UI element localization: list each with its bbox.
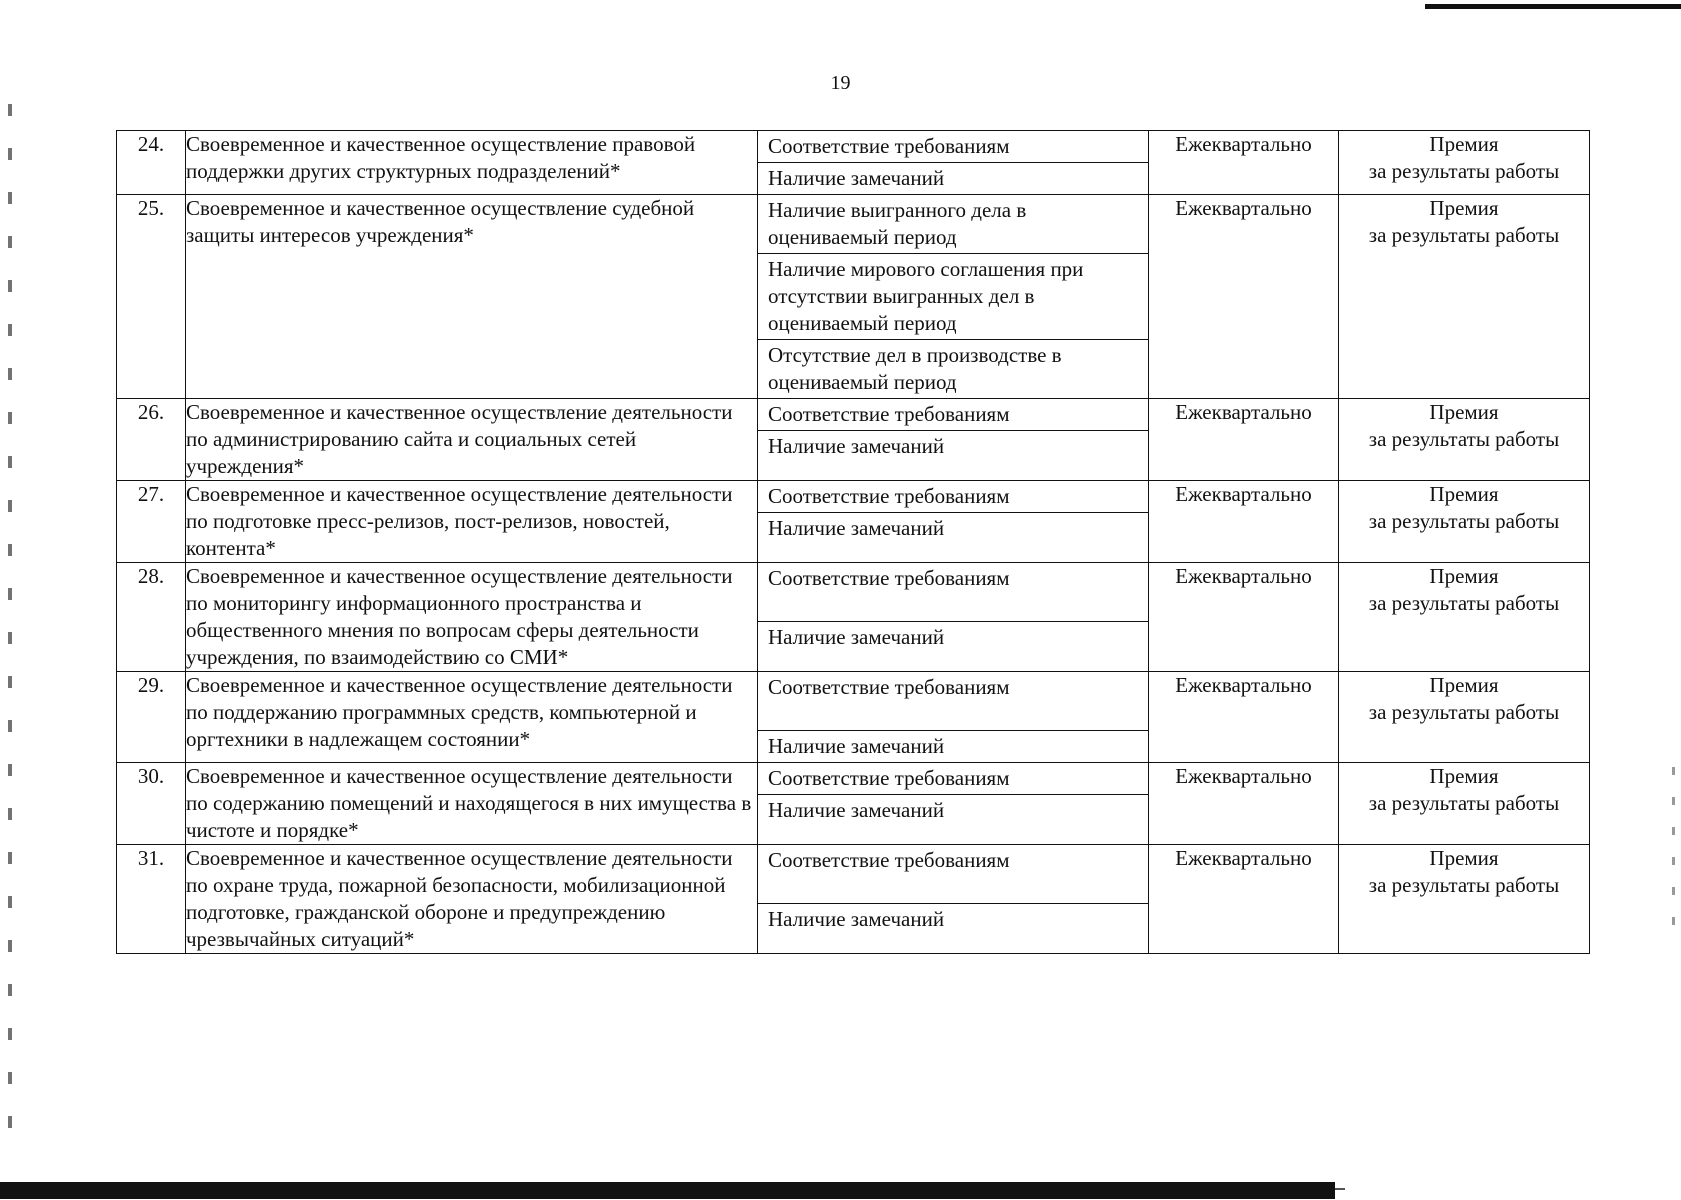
row-number: 24.	[117, 131, 186, 195]
table-row	[117, 195, 1590, 399]
criterion: Наличие замечаний	[768, 907, 945, 931]
row-description: Своевременное и качественное осуществление деятельности по поддержанию программных средств, компьютерной и оргтехники в надлежащем состоянии*	[186, 672, 758, 763]
reward-title: Премия	[1429, 482, 1499, 506]
frequency: Ежеквартально	[1149, 672, 1339, 763]
table-row	[117, 672, 1590, 763]
top-border-rule	[1425, 4, 1681, 9]
reward-cell	[1339, 563, 1590, 672]
criterion: Наличие замечаний	[768, 516, 945, 540]
criterion: Соответствие требованиям	[758, 563, 1148, 622]
reward-subtitle: за результаты работы	[1368, 591, 1560, 615]
row-description: Своевременное и качественное осуществление судебной защиты интересов учреждения*	[186, 195, 758, 399]
criterion: Наличие замечаний	[768, 166, 945, 190]
criteria-cell	[758, 672, 1149, 763]
table-row	[117, 563, 1590, 672]
reward-subtitle: за результаты работы	[1368, 509, 1560, 533]
criteria-cell	[758, 481, 1149, 563]
criterion: Отсутствие дел в производстве в оцениваемый период	[768, 343, 1062, 394]
reward-subtitle: за результаты работы	[1368, 700, 1560, 724]
row-number: 29.	[117, 672, 186, 763]
frequency: Ежеквартально	[1149, 481, 1339, 563]
frequency: Ежеквартально	[1149, 563, 1339, 672]
criteria-cell	[758, 399, 1149, 481]
row-description: Своевременное и качественное осуществление деятельности по подготовке пресс-релизов, пост-релизов, новостей, контента*	[186, 481, 758, 563]
criterion: Наличие замечаний	[768, 734, 945, 758]
criteria-table	[116, 130, 1590, 954]
reward-subtitle: за результаты работы	[1368, 427, 1560, 451]
bottom-scan-border	[0, 1182, 1335, 1199]
reward-cell	[1339, 195, 1590, 399]
row-number: 26.	[117, 399, 186, 481]
reward-title: Премия	[1429, 846, 1499, 870]
frequency: Ежеквартально	[1149, 399, 1339, 481]
table-row	[117, 845, 1590, 954]
row-description: Своевременное и качественное осуществление деятельности по содержанию помещений и находящегося в них имущества в чистоте и порядке*	[186, 763, 758, 845]
criterion: Соответствие требованиям	[758, 481, 1148, 513]
criteria-cell	[758, 845, 1149, 954]
row-number: 28.	[117, 563, 186, 672]
bottom-scan-line	[1335, 1188, 1345, 1190]
criteria-cell	[758, 195, 1149, 399]
row-description: Своевременное и качественное осуществление деятельности по администрированию сайта и социальных сетей учреждения*	[186, 399, 758, 481]
criteria-cell	[758, 763, 1149, 845]
right-margin-scan-marks	[1672, 745, 1675, 945]
row-number: 27.	[117, 481, 186, 563]
reward-subtitle: за результаты работы	[1368, 791, 1560, 815]
reward-cell	[1339, 845, 1590, 954]
left-margin-scan-marks	[8, 80, 12, 1130]
page-number: 19	[830, 72, 851, 94]
reward-subtitle: за результаты работы	[1368, 223, 1560, 247]
criteria-cell	[758, 131, 1149, 195]
criterion: Наличие мирового соглашения при отсутствии выигранных дел в оцениваемый период	[758, 254, 1148, 340]
frequency: Ежеквартально	[1149, 131, 1339, 195]
criterion: Наличие выигранного дела в оцениваемый период	[758, 195, 1148, 254]
table-row	[117, 131, 1590, 195]
table-row	[117, 481, 1590, 563]
reward-cell	[1339, 399, 1590, 481]
reward-subtitle: за результаты работы	[1368, 159, 1560, 183]
frequency: Ежеквартально	[1149, 195, 1339, 399]
reward-title: Премия	[1429, 400, 1499, 424]
row-number: 25.	[117, 195, 186, 399]
reward-cell	[1339, 131, 1590, 195]
criterion: Наличие замечаний	[768, 798, 945, 822]
reward-cell	[1339, 481, 1590, 563]
row-description: Своевременное и качественное осуществление деятельности по охране труда, пожарной безопасности, мобилизационной подготовке, гражданской обороне и предупреждению чрезвычайных ситуаций*	[186, 845, 758, 954]
criterion: Наличие замечаний	[768, 434, 945, 458]
criterion: Соответствие требованиям	[758, 672, 1148, 731]
criterion: Соответствие требованиям	[758, 399, 1148, 431]
reward-title: Премия	[1429, 132, 1499, 156]
criterion: Наличие замечаний	[768, 625, 945, 649]
criterion: Соответствие требованиям	[758, 763, 1148, 795]
reward-subtitle: за результаты работы	[1368, 873, 1560, 897]
reward-title: Премия	[1429, 764, 1499, 788]
frequency: Ежеквартально	[1149, 845, 1339, 954]
criterion: Соответствие требованиям	[758, 845, 1148, 904]
reward-title: Премия	[1429, 564, 1499, 588]
row-number: 31.	[117, 845, 186, 954]
reward-cell	[1339, 763, 1590, 845]
reward-title: Премия	[1429, 196, 1499, 220]
table-row	[117, 399, 1590, 481]
row-description: Своевременное и качественное осуществление правовой поддержки других структурных подразделений*	[186, 131, 758, 195]
reward-cell	[1339, 672, 1590, 763]
row-number: 30.	[117, 763, 186, 845]
reward-title: Премия	[1429, 673, 1499, 697]
row-description: Своевременное и качественное осуществление деятельности по мониторингу информационного пространства и общественного мнения по вопросам сферы деятельности учреждения, по взаимодействию со СМИ*	[186, 563, 758, 672]
frequency: Ежеквартально	[1149, 763, 1339, 845]
criteria-cell	[758, 563, 1149, 672]
criterion: Соответствие требованиям	[758, 131, 1148, 163]
table-row	[117, 763, 1590, 845]
